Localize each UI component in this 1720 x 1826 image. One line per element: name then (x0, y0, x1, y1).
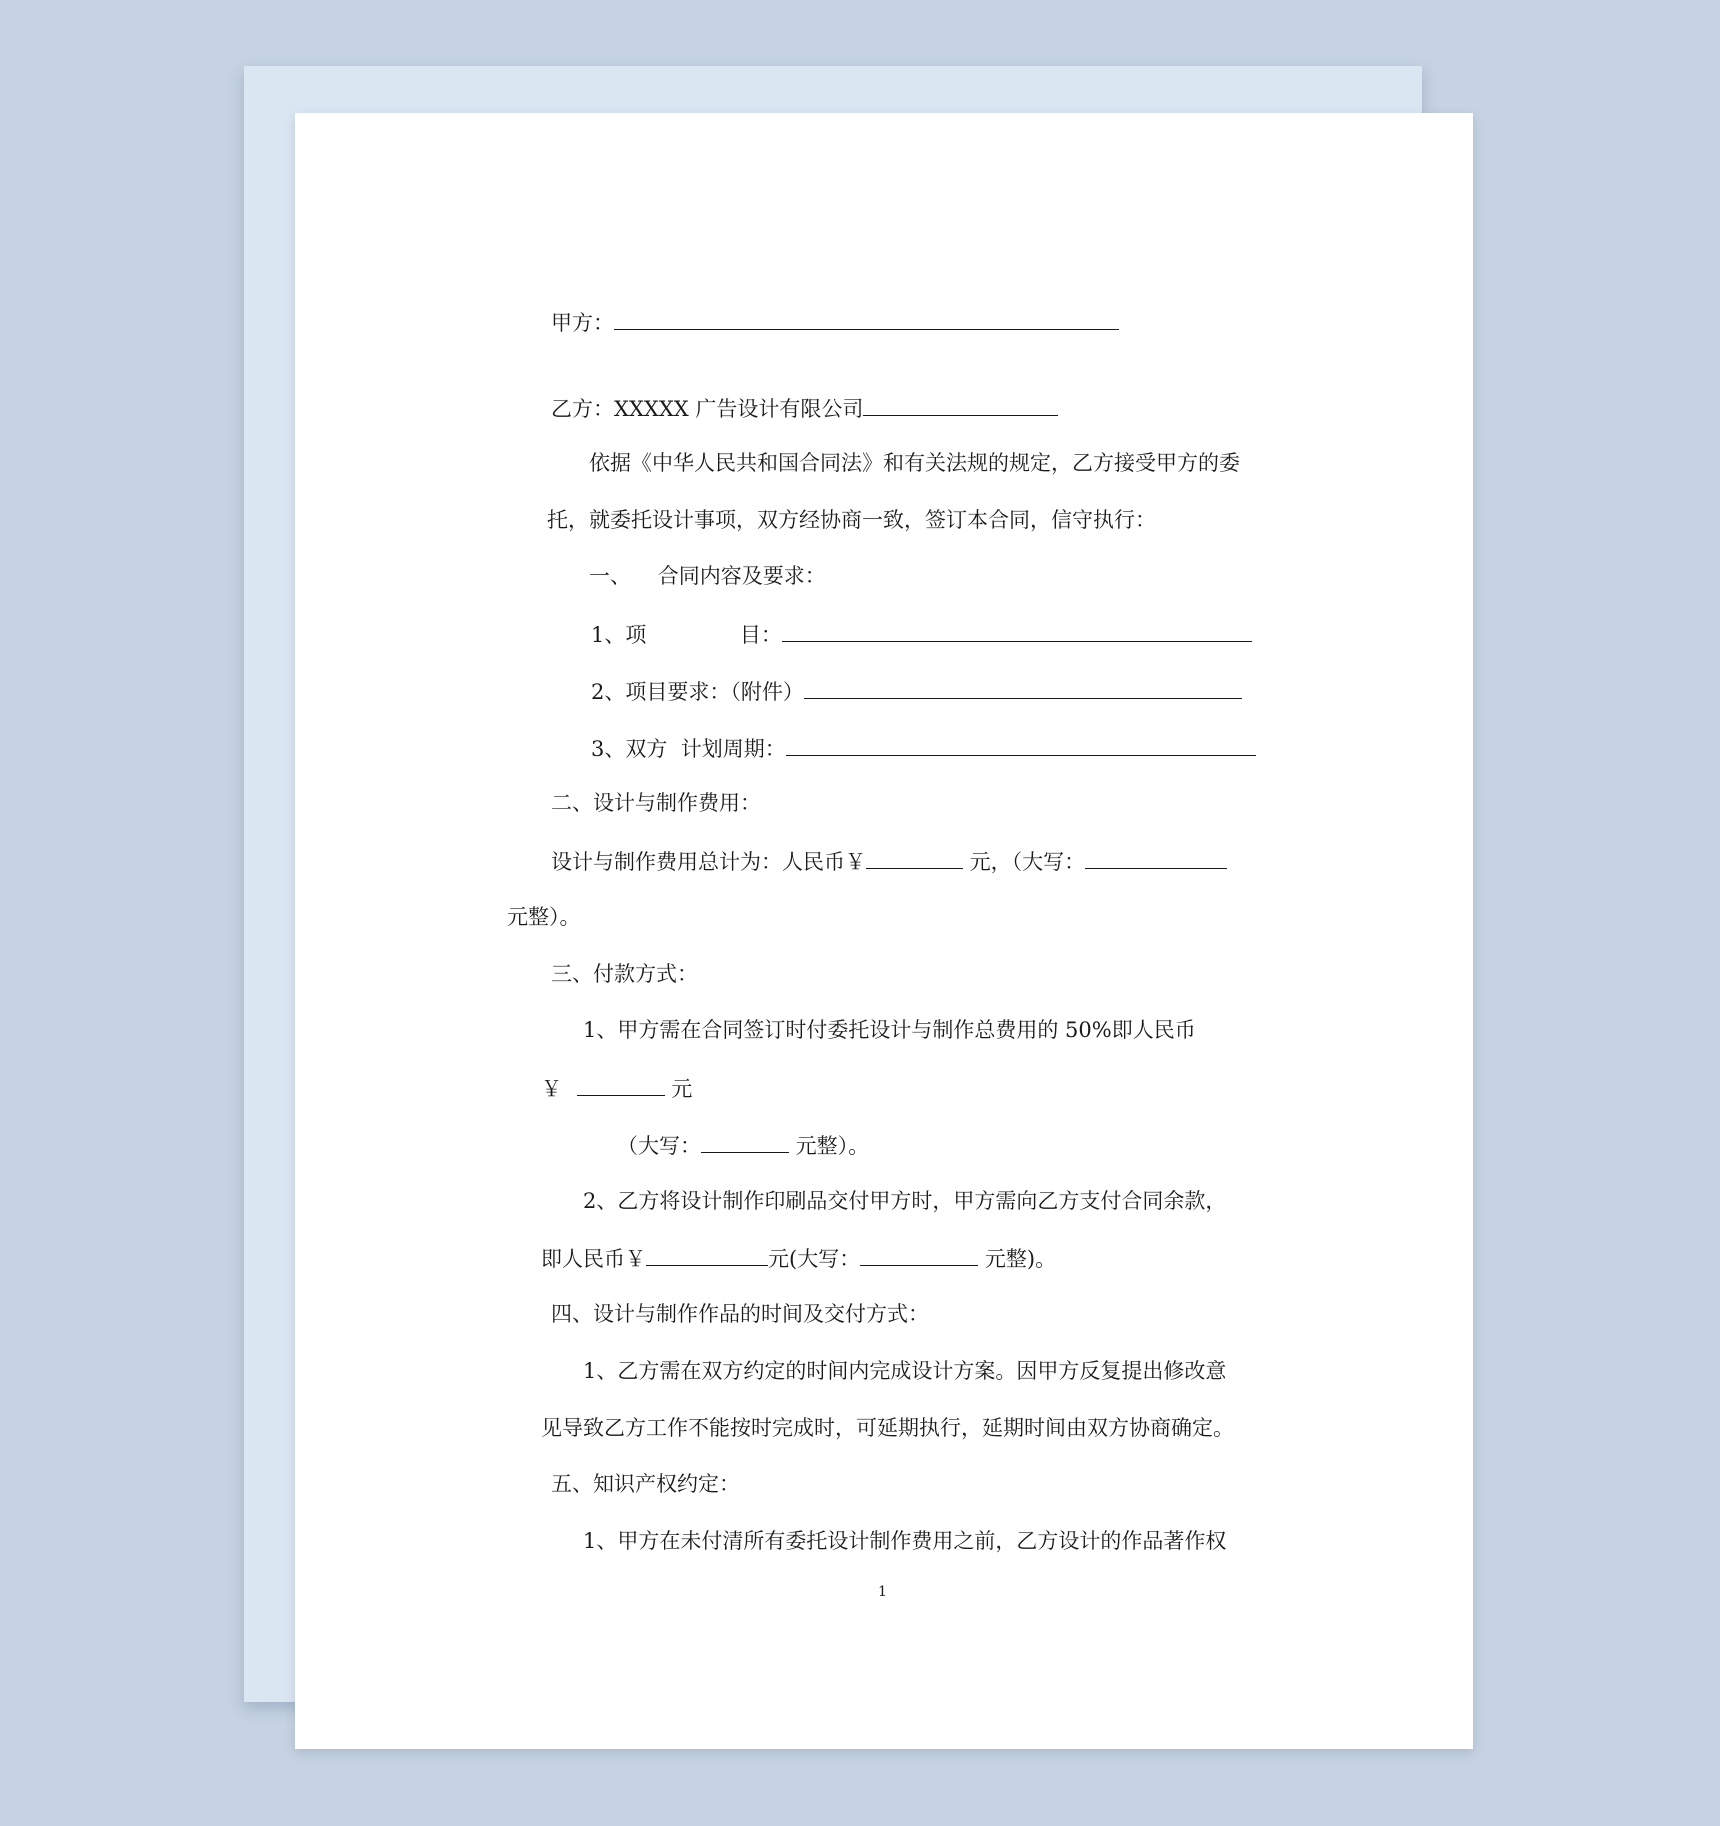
section-5-heading: 五、知识产权约定： (551, 1472, 740, 1496)
s3-item-1-words-end: 元整）。 (789, 1134, 870, 1158)
s3-item-1-words-label: （大写： (617, 1134, 701, 1158)
s3-item-1-words-blank (701, 1130, 789, 1153)
s1-item-1 (591, 619, 1252, 649)
s5-item-1-line-1: 1、甲方在未付清所有委托设计制作费用之前，乙方设计的作品著作权 (583, 1529, 1227, 1553)
s3-item-1-line-2 (541, 1073, 692, 1103)
s1-item-1-label: 1、项 目： (591, 623, 782, 647)
party-a-line (551, 307, 1119, 337)
party-a-label: 甲方： (551, 311, 614, 335)
s3-item-1-line-1: 1、甲方需在合同签订时付委托设计与制作总费用的 50%即人民币 (583, 1018, 1196, 1042)
s1-item-2-blank (804, 676, 1242, 699)
s3-item-2-words-blank (860, 1243, 978, 1266)
section-3-heading: 三、付款方式： (551, 962, 698, 986)
s2-line-1 (551, 846, 1227, 876)
s3-item-2-line-1: 2、乙方将设计制作印刷品交付甲方时，甲方需向乙方支付合同余款， (583, 1189, 1227, 1213)
party-a-blank (614, 307, 1119, 330)
s1-item-1-blank (782, 619, 1252, 642)
page-number: 1 (878, 1584, 887, 1600)
party-b-blank (863, 393, 1058, 416)
party-b-line (551, 393, 1058, 423)
s2-line-1-text-b: 元，（大写： (963, 850, 1086, 874)
document-page (295, 113, 1473, 1749)
intro-line-2: 托，就委托设计事项，双方经协商一致，签订本合同，信守执行： (547, 508, 1156, 532)
s3-item-2-amount-blank (646, 1243, 768, 1266)
s3-yen-sign: ￥ (541, 1077, 562, 1101)
section-2-heading: 二、设计与制作费用： (551, 791, 761, 815)
s3-item-1-amount-blank (577, 1073, 665, 1096)
s3-item-1-line-3 (617, 1130, 869, 1160)
s3-item-1-unit: 元 (671, 1077, 693, 1101)
s2-line-2: 元整）。 (507, 905, 581, 929)
s3-item-2-text-c: 元整)。 (978, 1247, 1057, 1271)
s1-item-3 (591, 733, 1256, 763)
section-4-heading: 四、设计与制作作品的时间及交付方式： (551, 1302, 929, 1326)
s3-item-2-text-b: 元(大写： (768, 1247, 861, 1271)
s1-item-2 (591, 676, 1242, 706)
s2-amount-blank (866, 846, 963, 869)
s3-item-2-line-2 (541, 1243, 1056, 1273)
s1-item-3-blank (786, 733, 1256, 756)
s1-item-3-label: 3、双方 计划周期： (591, 737, 786, 761)
s1-item-2-label: 2、项目要求：（附件） (591, 680, 804, 704)
party-b-label: 乙方：XXXXX 广告设计有限公司 (551, 397, 864, 421)
section-1-heading: 一、 合同内容及要求： (589, 564, 826, 588)
s4-item-1-line-2: 见导致乙方工作不能按时完成时，可延期执行，延期时间由双方协商确定。 (541, 1416, 1234, 1440)
s2-words-blank (1085, 846, 1227, 869)
s2-line-1-text-a: 设计与制作费用总计为：人民币￥ (551, 850, 866, 874)
s3-item-2-text-a: 即人民币￥ (541, 1247, 646, 1271)
intro-line-1: 依据《中华人民共和国合同法》和有关法规的规定，乙方接受甲方的委 (589, 451, 1240, 475)
s4-item-1-line-1: 1、乙方需在双方约定的时间内完成设计方案。因甲方反复提出修改意 (583, 1359, 1227, 1383)
